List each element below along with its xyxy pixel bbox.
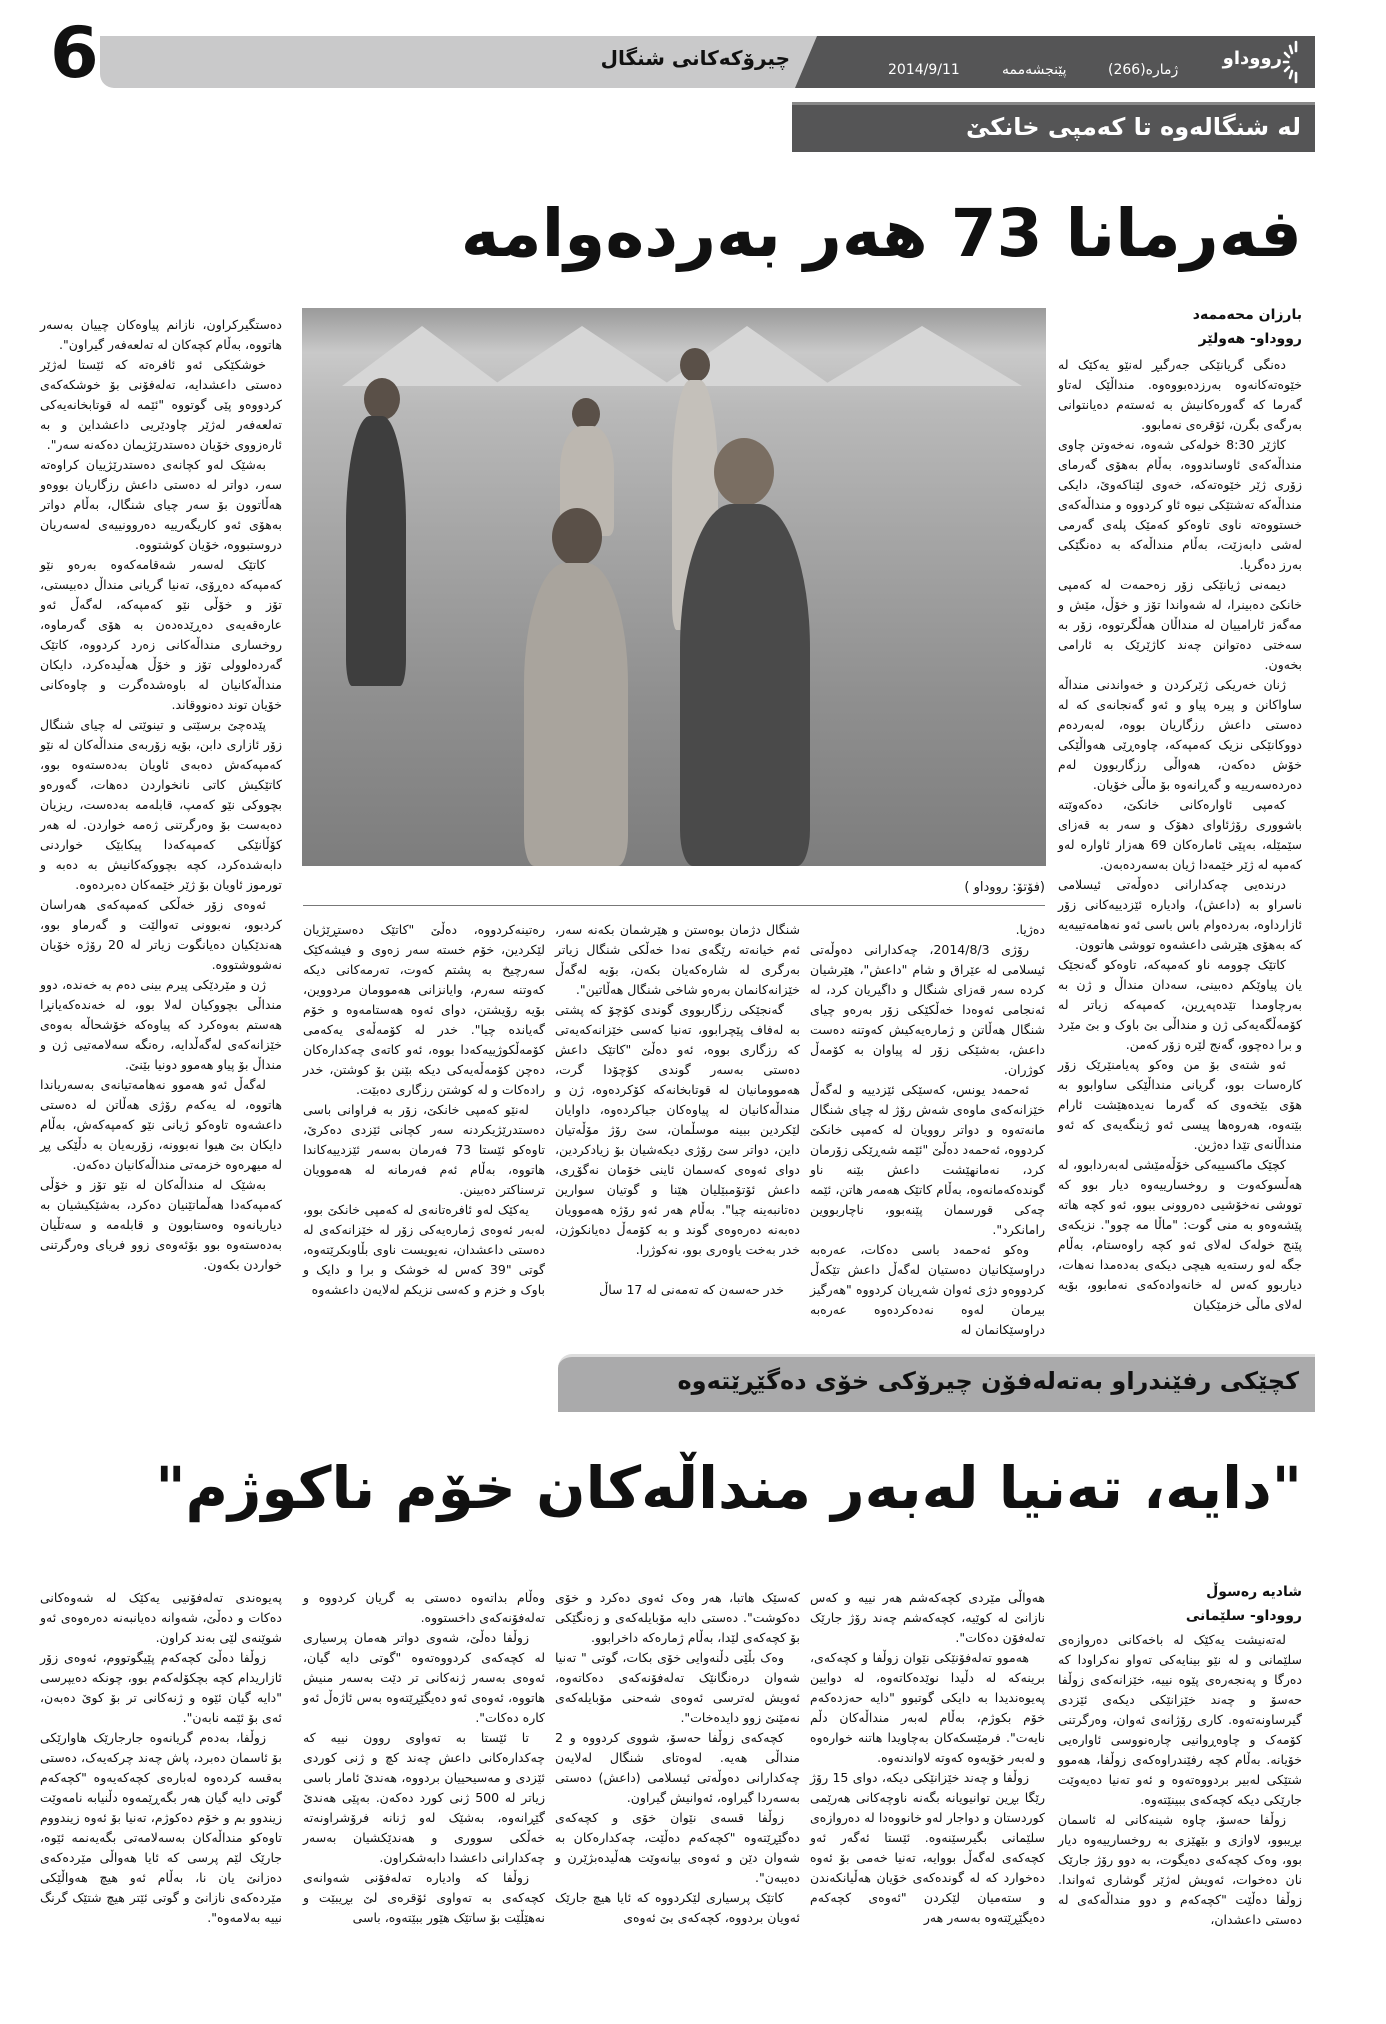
paragraph: زوڵفا قسەی نێوان خۆی و کچەکەی دەگێڕێتەوە "کچەکەم دەڵێت، چەکدارەکان بە شەوان دێن و ئەوەی بیانەوێت هەڵیدەبژێرن و دەیبەن".	[555, 1810, 800, 1885]
paragraph: هەواڵی مێردی کچەکەشم هەر نییە و کەس نازانێ لە کوێیە، کچەکەشم چەند رۆژ جارێک تەلەفۆن دەکات".	[810, 1590, 1045, 1645]
paragraph: کەسێک هاتبا، هەر وەک ئەوی دەکرد و خۆی دەکوشت". دەستی دایە مۆبایلەکەی و زەنگێکی بۆ کچەکەی لێدا، بەڵام ژمارەکە داخرابوو.	[555, 1590, 800, 1645]
article2-column-3	[555, 1588, 800, 1928]
divider	[303, 905, 1045, 906]
article2-kicker-box	[558, 1354, 1315, 1412]
paragraph: ژن و مێردێکی پیرم بینی دەم بە خەندە، دوو منداڵی بچووکیان لەلا بوو، لە خەندەکەیانڕا هەستم بەوەکرد کە پیاوەکە خۆشحاڵە بەوەی خێزانەکەی لەگەڵدایە، رەنگە سەلامەتیی ژن و منداڵ بۆ پیاو هەموو دونیا بێنێ.	[40, 977, 282, 1072]
paragraph: پەیوەندی تەلەفۆنیی یەکێک لە شەوەکانی دەکات و دەڵێ، شەوانە دەیانبەنە دەرەوەی ئەو شوێنەی لێی بەند کراون.	[40, 1590, 282, 1645]
paragraph: زوڵفا دەڵێ، شەوی دواتر هەمان پرسیاری لە کچەکەی کردووەتەوە "گوتی دایە گیان، ئەوەی بەسەر ژنەکانی تر دێت بەسەر منیش هاتووە، ئەوەی ئەو دەیگێڕێتەوە بەس ئاژەڵ ئەو کارە دەکات".	[303, 1630, 545, 1725]
rudaw-logo: رووداو	[1222, 48, 1282, 69]
paragraph: زوڵفا و چەند خێزانێکی دیکە، دوای 15 رۆژ رێگا بڕین توانیویانە بگەنە ناوچەکانی هەرێمی کوردستان و دواجار لەو خانووەدا لە دەروازەی سلێمانی بگیرسێنەوە. ئێستا ئەگەر ئەو کچەکەی لەگەڵ بووایە، تەنیا خەمی بۆ ئەوە دەخوارد کە لە گوندەکەی خۆیان هەڵیانکەندن و ستەمیان لێکردن "ئەوەی کچەکەم دەیگێڕێتەوە بەسەر هەر	[810, 1770, 1045, 1925]
paragraph: یەکێک لەو ئافرەتانەی لە کەمپی خانکێ بوو، لەبەر ئەوەی ژمارەیەکی زۆر لە خێزانەکەی لە دەستی داعشدان، نەیویست ناوی بڵاوبکرێتەوە، گوتی "39 کەس لە خوشک و برا و دایک و باوک و خزم و کەسی نزیکم لەلایەن داعشەوە	[303, 1202, 546, 1297]
article2-byline	[1058, 1580, 1302, 1628]
paragraph: کاژێر 8:30 خولەکی شەوە، نەخەوتن چاوی منداڵەکەی ئاوساندووە، بەڵام بەهۆی گەرمای زۆری ژێر خێوەتەکە، خەوی لێناکەوێ، دایکی منداڵەکە تەشتێکی نیوە ئاو کردووە و منداڵەکەی خستووەتە ناوی تاوەکو کەمێک پلەی گەرمی لەشی دابەزێت، بەڵام منداڵەکە بە دەنگێکی بەرز دەگریا.	[1058, 437, 1302, 572]
paragraph: شنگال دژمان بوەستن و هێرشمان بکەنە سەر، ئەم خیانەتە رێگەی نەدا خەڵکی شنگال زیاتر بەرگری لە شارەکەیان بکەن، بۆیە لەگەڵ خێزانەکانمان بەرەو شاخی شنگال هەڵاتین".	[555, 922, 800, 997]
paragraph: دیمەنی ژیانێکی زۆر زەحمەت لە کەمپی خانکێ دەبینرا، لە شەواندا تۆز و خۆڵ، مێش و مەگەز ئارامییان لە منداڵان هەڵگرتووە، زۆر بە سەختی دەتوانن چەند کاژێرێک بە ئارامی بخەون.	[1058, 577, 1302, 672]
paragraph: ئەوەی زۆر خەڵکی کەمپەکەی هەراسان کردبوو، نەبوونی تەوالێت و گەرماو بوو، هەندێکیان دەیانگوت زیاتر لە 20 رۆژە خۆیان نەشووشتووە.	[40, 897, 283, 972]
article1-column-2	[810, 920, 1045, 1340]
paragraph: کچەکەی زوڵفا حەسۆ، شووی کردووە و 2 منداڵی هەیە. لەوەتای شنگال لەلایەن چەکدارانی دەوڵەتی ئیسلامی (داعش) دەستی بەسەردا گیراوە، ئەوانیش گیراون.	[555, 1730, 800, 1805]
article1-photo	[302, 308, 1046, 866]
article1-kicker-box	[792, 102, 1315, 152]
paragraph: لەنێو کەمپی خانکێ، زۆر بە فراوانی باسی دەستدرێژیکردنە سەر کچانی ئێزدی دەکرێ، تاوەکو ئێستا 73 فەرمان بەسەر ئێزدییەکاندا هاتووە، بەڵام ئەم فەرمانە لە هەموویان ترسناکتر دەبینن.	[303, 1102, 545, 1197]
article2-column-4	[303, 1588, 545, 1928]
issue-date: 2014/9/11	[888, 62, 960, 78]
paragraph: کچێک ماکسییەکی خۆڵەمێشی لەبەردابوو، لە هەڵسوکەوت و روخسارییەوە دیار بوو کە تووشی نەخۆشیی دەروونی ببوو، ئەو کچە هاتە پێشەوەو بە منی گوت: "ماڵا مە چوو". نزیکەی پێنج خولەک لەلای ئەو کچە راوەستام، بەڵام جگە لەو رستەیە هیچی دیکەی بەدەمدا نەهات، دیاربوو کەس لە خانەوادەکەی نەمابوو، بۆیە لەلای ماڵی خزمێکیان	[1058, 1157, 1302, 1312]
paragraph: درندەیی چەکدارانی دەوڵەتی ئیسلامی ناسراو بە (داعش)، وادیارە ئێزدییەکانی زۆر ئازارداوە، بەردەوام باس باسی ئەو نەهامەتییەیە کە بەهۆی هێرشی داعشەوە تووشی هاتوون.	[1058, 877, 1302, 952]
paragraph: وەکو ئەحمەد باسی دەکات، عەرەبە دراوسێکانیان دەستیان لەگەڵ داعش تێکەڵ کردووەو دژی ئەوان شەڕیان کردووە "هەرگیز بیرمان لەوە نەدەکردەوە عەرەبە دراوسێکانمان لە	[810, 1242, 1045, 1337]
paragraph: هەموو تەلەفۆنێکی نێوان زوڵفا و کچەکەی، برینەکە لە دڵیدا نوێدەکاتەوە، لە دوایین پەیوەندیدا بە دایکی گوتبوو "دایە حەزدەکەم خۆم بکوژم، بەڵام لەبەر منداڵەکان دڵم نایەت". فرمێسکەکان بەچاویدا هاتنە خوارەوە و لەبەر خۆیەوە کەوتە لاواندنەوە.	[810, 1650, 1045, 1765]
article1-byline	[1058, 303, 1302, 351]
article1-kicker: لە شنگالەوە تا کەمپی خانکێ	[965, 113, 1301, 141]
paragraph: لەتەنیشت یەکێک لە باخەکانی دەروازەی سلێمانی و لە نێو بینایەکی تەواو نەکراودا کە دەرگا و پەنجەرەی پێوە نییە، خێزانەکەی زوڵفا حەسۆ و چەند خێزانێکی دیکەی ئێزدی گیرساونەتەوە. کاری رۆژانەی ئەوان، وەرگرتنی کۆمەک و چاوەڕوانیی چارەنووسی ئاوارەیی خۆیانە. بەڵام کچە رفێندراوەکەی زوڵفا، هەموو شتێکی لەبیر بردووەتەوە و ئەو تەنیا دەیەوێت جارێکی دیکە کچەکەی ببینێتەوە.	[1058, 1632, 1302, 1807]
paragraph: ژنان خەریکی ژێرکردن و خەواندنی منداڵە ساواکانن و پیرە پیاو و ئەو گەنجانەی کە لە دەستی داعش رزگاریان بووە، لەبەردەم دووکانێکی نزیک کەمپەکە، چاوەڕێی هەواڵێکی خۆش دەکەن، هەواڵی رزگاربوون لەم دەردەسەرییە و گەڕانەوە بۆ ماڵی خۆیان.	[1058, 677, 1302, 792]
paragraph: زوڵفا کە وادیارە تەلەفۆنی شەوانەی کچەکەی بە تەواوی ئۆقرەی لێ بڕیبێت و نەهێڵێت بۆ ساتێک هێور ببێتەوە، باسی	[303, 1870, 545, 1925]
author-location: رووداو- سلێمانی	[1185, 1608, 1302, 1624]
paragraph: ئەو شتەی بۆ من وەکو پەیامنێرێک زۆر کارەسات بوو، گریانی منداڵێکی ساوابوو بە هۆی بێخەوی کە گەرما نەیدەهێشت ئارام بێتەوە، هەروەها پیسی ئەو ژینگەیەی کە ئەو منداڵانەی تێدا دەژین.	[1058, 1057, 1302, 1152]
issue-weekday: پێنجشەممە	[1002, 62, 1067, 78]
section-title: چیرۆکەکانی شنگال	[600, 46, 790, 70]
paragraph: زوڵفا حەسۆ، چاوە شینەکانی لە ئاسمان بڕیبوو، لاوازی و بێهێزی بە روخسارییەوە دیار بوو، وەک کچەکەی دەیگوت، بە دوو رۆژ جارێک نان دەخوات، ئەویش لەژێر گوشاری ئەواندا. زوڵفا دەڵێت "کچەکەم و دوو منداڵەکەی لە دەستی داعشدان،	[1058, 1812, 1302, 1927]
paragraph: کاتێک چوومە ناو کەمپەکە، تاوەکو گەنجێک یان پیاوێکم دەبینی، سەدان منداڵ و ژن بە بەرچاومدا تێدەپەڕین، کەمپەکە زیاتر لە کۆمەڵگەیەکی ژن و منداڵی بێ باوک و بێ مێرد و برا دەچوو، گەنج لێرە زۆر کەمن.	[1058, 957, 1302, 1052]
paragraph: گەنجێکی رزگاربووی گوندی کۆچۆ کە پشتی بە لەفاف پێچرابوو، تەنیا کەسی خێزانەکەیەتی کە رزگاری بووە، ئەو دەڵێ "کاتێک داعش دەستی بەسەر گوندی کۆچۆدا گرت، هەموومانیان لە قوتابخانەکە کۆکردەوە، ژن و منداڵەکانیان لە پیاوەکان جیاکردەوە، داوایان لێکردین ببینە موسڵمان، سێ رۆژ مۆڵەتیان داین، دواتر سێ رۆژی دیکەشیان بۆ زیادکردین، دوای ئەوەی کەسمان ئاینی خۆمان نەگۆڕی، داعش ئۆتۆمبێلیان هێنا و گوتیان سوارین دەتانبەینە چیا". بەڵام هەر ئەو رۆژە هەموویان دەبەنە دەرەوەی گوند و بە کۆمەڵ دەیانکوژن، خدر بەخت یاوەری بوو، نەکوژرا.	[555, 1002, 800, 1257]
paragraph: وەک بڵێی دڵنەوایی خۆی بکات، گوتی " تەنیا شەوان درەنگانێک تەلەفۆنەکەی دەکاتەوە، ئەویش لەترسی ئەوەی شەحنی مۆبایلەکەی نەمێنێ زوو دایدەخات".	[555, 1650, 800, 1725]
article1-column-3	[555, 920, 800, 1300]
article1-column-5	[40, 315, 282, 1275]
paragraph: خدر حەسەن کە تەمەنی لە 17 ساڵ	[599, 1282, 784, 1297]
paragraph: کاتێک لەسەر شەقامەکەوە بەرەو نێو کەمپەکە دەڕۆی، تەنیا گریانی منداڵ دەبیستی، تۆز و خۆڵی نێو کەمپەکە، لەگەڵ ئەو عارەقەیەی دەڕێدەدەن بە هۆی گەرماوە، روخساری منداڵەکانی زەرد کردووە، کاتێک گەردەلوولی تۆز و خۆڵ هەڵیدەکرد، دایکان منداڵەکانیان لە باوەشدەگرت و چاوەکانی خۆیان توند دەنووقاند.	[40, 557, 282, 712]
paragraph: تا ئێستا بە تەواوی روون نییە کە چەکدارەکانی داعش چەند کچ و ژنی کوردی ئێزدی و مەسیحییان بردووە، هەندێ ئامار باسی زیاتر لە 500 ژنی کورد دەکەن. بەپێی هەندێ گێڕانەوە، بەشێک لەو ژنانە فرۆشراونەتە خەڵکی سووری و هەندێکشیان بەسەر چەکدارانی داعشدا دابەشکراون.	[303, 1730, 545, 1865]
paragraph: ئەحمەد یونس، کەسێکی ئێزدییە و لەگەڵ خێزانەکەی ماوەی شەش رۆژ لە چیای شنگال مانەتەوە و دواتر روویان لە کەمپی خانکێ کردووە، ئەحمەد دەڵێ "ئێمە شەڕێکی زۆرمان کرد، نەمانهێشت داعش بێنە ناو گوندەکەمانەوە، بەڵام کاتێک هەمەر هاتن، ئێمە چەکی قورسمان پێنەبوو، ناچاربووین رامانکرد".	[809, 1082, 1045, 1237]
paragraph: وەڵام بداتەوە دەستی بە گریان کردووە و تەلەفۆنەکەی داخستووە.	[303, 1590, 545, 1625]
sunburst-logo-icon	[1282, 38, 1312, 86]
issue-number: ژمارە(266)	[1108, 62, 1179, 78]
paragraph: دەستگیرکراون، نازانم پیاوەکان چییان بەسەر هاتووە، بەڵام کچەکان لە تەلعەفەر گیراون".	[40, 317, 282, 352]
paragraph: بەشێک لە منداڵەکان لە نێو تۆز و خۆڵی کەمپەکەدا هەڵماتێنیان دەکرد، بەشێکیشیان بە دیاریانەوە وەستابوون و قابلەمە و سەتڵیان بەدەستەوە بوو بۆئەوەی زوو فریای وەرگرتنی خواردن بکەون.	[40, 1177, 282, 1272]
article1-headline: فەرمانا 73 هەر بەردەوامە	[460, 195, 1302, 272]
paragraph: کاتێک پرسیاری لێکردووە کە ئایا هیچ جارێک ئەویان بردووە، کچەکەی بێ ئەوەی	[555, 1890, 800, 1925]
paragraph: زوڵفا دەڵێ کچەکەم پێیگوتووم، ئەوەی زۆر ئازاریدام کچە بچکۆلەکەم بوو، چونکە دەیپرسی "دایە گیان ئێوە و ژنەکانی تر بۆ کوێ دەبەن، ئەی بۆ ئێمە نابەن".	[40, 1650, 282, 1725]
paragraph: دەژیا.	[1015, 922, 1045, 937]
paragraph: کەمپی ئاوارەکانی خانکێ، دەکەوێتە باشووری رۆژئاوای دهۆک و سەر بە قەزای سێمێلە، بەپێی ئامارەکان 69 هەزار ئاوارە لەو کەمپە لە ژێر خێمەدا ژیان بەسەردەبەن.	[1058, 797, 1302, 872]
paragraph: لەگەڵ ئەو هەموو نەهامەتیانەی بەسەریاندا هاتووە، لە یەکەم رۆژی هەڵاتن لە دەستی داعشەوە تاوەکو ژیانی نێو کەمپەکەش، بەڵام دایکان بێ هیوا نەبوونە، زۆربەیان بە دڵێکی پڕ لە میهرەوە خزمەتی منداڵەکانیان دەکەن.	[40, 1077, 282, 1172]
article2-headline: "دایە، تەنیا لەبەر منداڵەکان خۆم ناکوژم"	[155, 1454, 1302, 1522]
article1-column-4	[303, 920, 545, 1300]
paragraph: دەنگی گریانێکی جەرگبڕ لەنێو یەکێک لە خێوەتەکانەوە بەرزدەبووەوە. منداڵێک لەتاو گەرما کە گەورەکانیش بە ئەستەم دەیانتوانی بەرگەی بگرن، ئۆقرەی نەمابوو.	[1058, 357, 1302, 432]
paragraph: رۆژی 2014/8/3، چەکدارانی دەوڵەتی ئیسلامی لە عێراق و شام "داعش"، هێرشیان کردە سەر قەزای شنگال و داگیریان کرد، لە ئەنجامی ئەوەدا خەڵکێکی زۆر بەرەو چیای شنگال هەڵاتن و ژمارەیەکیش کەوتنە دەست داعش، بەشێکی زۆر لە پیاوان بە کۆمەڵ کوژران.	[810, 942, 1045, 1077]
paragraph: رەتینەکردووە، دەڵێ "کاتێک دەستڕێژیان لێکردین، خۆم خستە سەر زەوی و فیشەکێک سەرچیخ بە پشتم کەوت، تەرمەکانی دیکە کەوتنە سەرم، وایانزانی هەموومان مردووین، بۆیە رۆیشتن، دوای ئەوە هەستامەوە و خۆم گەیاندە چیا". خدر لە کۆمەڵەی یەکەمی کۆمەڵکوژییەکەدا بووە، ئەو کاتەی چەکدارەکان دەچن کۆمەڵەیەکی دیکە بێنن بۆ کوشتن، خدر رادەکات و لە کوشتن رزگاری دەبێت.	[303, 922, 545, 1097]
article2-column-2	[810, 1588, 1045, 1928]
paragraph: خوشکێکی ئەو ئافرەتە کە ئێستا لەژێر دەستی داعشدایە، تەلەفۆنی بۆ خوشکەکەی کردووەو پێی گوتووە "ئێمە لە قوتابخانەیەکی تەلعەفەر لەژێر چاودێریی داعشداین و بە ئارەزووی خۆیان دەستدرێژیمان دەکەنە سەر".	[40, 357, 282, 452]
article2-column-5	[40, 1588, 282, 1928]
paragraph: پێدەچێ برسێتی و تینوێتی لە چیای شنگال زۆر ئازاری دابن، بۆیە زۆربەی منداڵەکان لە نێو کەمپەکەش دەبەی ئاویان بەدەستەوە بوو، کاتێکیش کاتی نانخواردن دەهات، گەورەو بچووکی نێو کەمپ، قابلەمە بەدەست، ریزیان دەبەست بۆ وەرگرتنی ژەمە خواردن. لە هەر کۆڵانێکی کەمپەکەدا پیکابێک خواردنی دابەشدەکرد، کچە بچووکەکانیش بە دەبە و تورموز ئاویان بۆ ژێر خێمەکان دەبردەوە.	[40, 717, 282, 892]
paragraph: زوڵفا، بەدەم گریانەوە جارجارێک هاوارێکی بۆ ئاسمان دەبرد، پاش چەند چرکەیەک، دەستی بەقسە کردەوە لەبارەی کچەکەیەوە "کچەکەم گوتی دایە گیان هەر بگەڕێمەوە دڵنیابە نامەوێت زیندوو بم و خۆم دەکوژم، تەنیا بۆ ئەوە زیندووم تاوەکو منداڵەکان بەسەلامەتی بگەیەنمە ئێوە، جارێک لێم پرسی کە ئایا هەواڵی مێردەکەی دەزانێ یان نا، بەڵام ئەو هیچ هەواڵێکی مێردەکەی نازانێ و گوتی ئێتر هیچ شتێک گرنگ نییە بەلامەوە".	[40, 1730, 282, 1925]
article1-column-1	[1058, 355, 1302, 1315]
page-number: 6	[50, 12, 99, 94]
author-name: شادیە رەسوڵ	[1206, 1584, 1302, 1600]
paragraph: بەشێک لەو کچانەی دەستدرێژییان کراوەتە سەر، دواتر لە دەستی داعش رزگاریان بووەو هەڵاتوون بۆ سەر چیای شنگال، بەڵام دواتر بەهۆی ئەو کاریگەرییە دەروونییەی لەسەریان دروستبووە، خۆیان کوشتووە.	[40, 457, 282, 552]
author-location: رووداو- هەولێر	[1198, 331, 1302, 347]
article2-kicker: کچێکی رفێندراو بەتەلەفۆن چیرۆکی خۆی دەگێڕێتەوە	[677, 1367, 1299, 1395]
article2-column-1	[1058, 1630, 1302, 1930]
author-name: بارزان محەممەد	[1192, 307, 1302, 323]
photo-caption: (فۆتۆ: رووداو )	[964, 880, 1045, 895]
